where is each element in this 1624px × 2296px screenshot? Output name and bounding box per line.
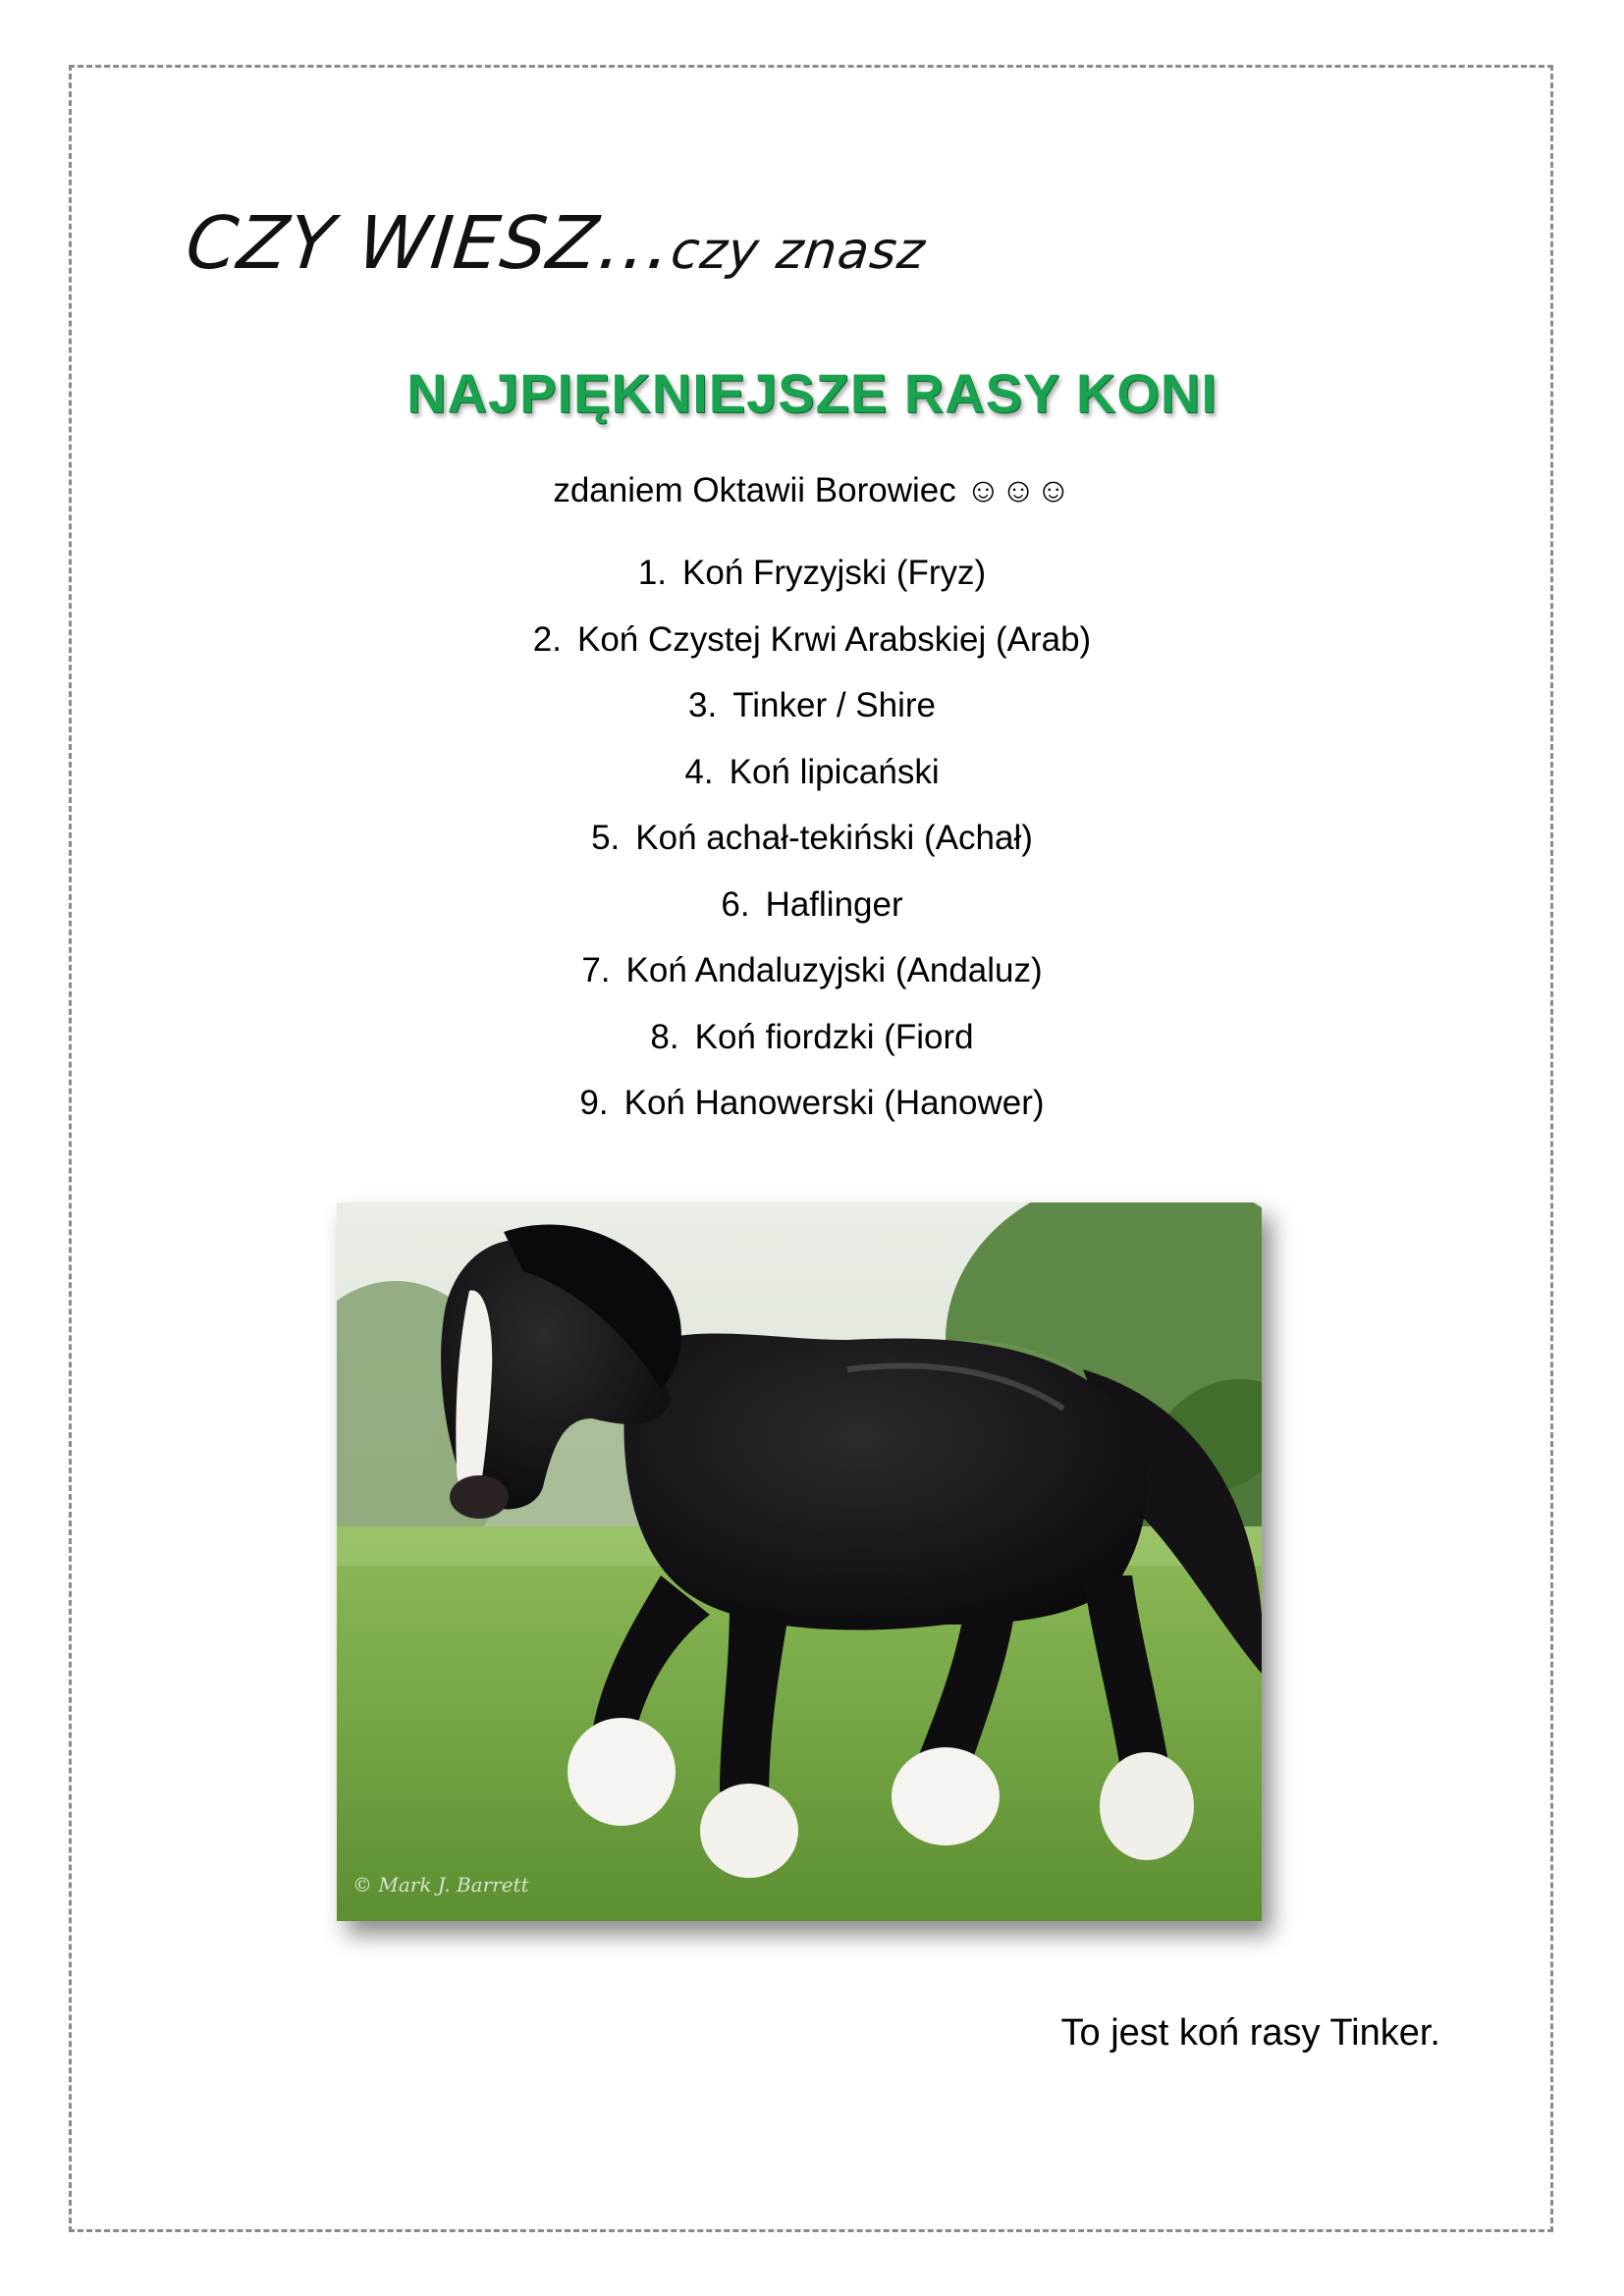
list-number: 4. <box>684 752 714 791</box>
breed-name: Koń Fryzyjski (Fryz) <box>682 554 987 592</box>
list-number: 8. <box>650 1017 679 1056</box>
list-item <box>0 616 1624 683</box>
breed-name: Koń Hanowerski (Hanower) <box>623 1084 1045 1122</box>
breed-name: Haflinger <box>765 884 903 924</box>
list-number: 7. <box>581 951 611 989</box>
breed-name: Tinker / Shire <box>732 686 937 724</box>
page-title: NAJPIĘKNIEJSZE RASY KONI <box>406 362 1218 424</box>
breed-list <box>0 550 1624 1147</box>
list-item <box>0 1014 1624 1081</box>
breed-name: Koń Andaluzyjski (Andaluz) <box>625 951 1043 989</box>
kicker-heading <box>182 201 930 286</box>
kicker-sub: czy znasz <box>668 222 929 281</box>
breed-name: Koń achał-tekiński (Achał) <box>635 819 1033 857</box>
list-item <box>0 1080 1624 1147</box>
list-number: 1. <box>637 554 668 592</box>
photo-watermark: © Mark J. Barrett <box>352 1873 529 1896</box>
list-item <box>0 881 1624 948</box>
author-byline: zdaniem Oktawii Borowiec ☺☺☺ <box>553 471 1071 509</box>
horse-photo <box>337 1202 1262 1921</box>
list-item <box>0 550 1624 616</box>
list-item <box>0 815 1624 881</box>
list-number: 2. <box>532 619 562 659</box>
list-number: 9. <box>579 1084 609 1122</box>
list-item <box>0 947 1624 1014</box>
photo-caption: To jest koń rasy Tinker. <box>1060 2012 1440 2054</box>
breed-name: Koń Czystej Krwi Arabskiej (Arab) <box>576 619 1092 659</box>
list-item <box>0 682 1624 749</box>
breed-name: Koń fiordzki (Fiord <box>694 1017 974 1056</box>
list-number: 5. <box>591 819 621 857</box>
list-item <box>0 749 1624 816</box>
list-number: 6. <box>721 884 750 924</box>
breed-name: Koń lipicański <box>729 752 940 791</box>
list-number: 3. <box>687 686 718 724</box>
kicker-main: CZY WIESZ… <box>182 201 677 286</box>
